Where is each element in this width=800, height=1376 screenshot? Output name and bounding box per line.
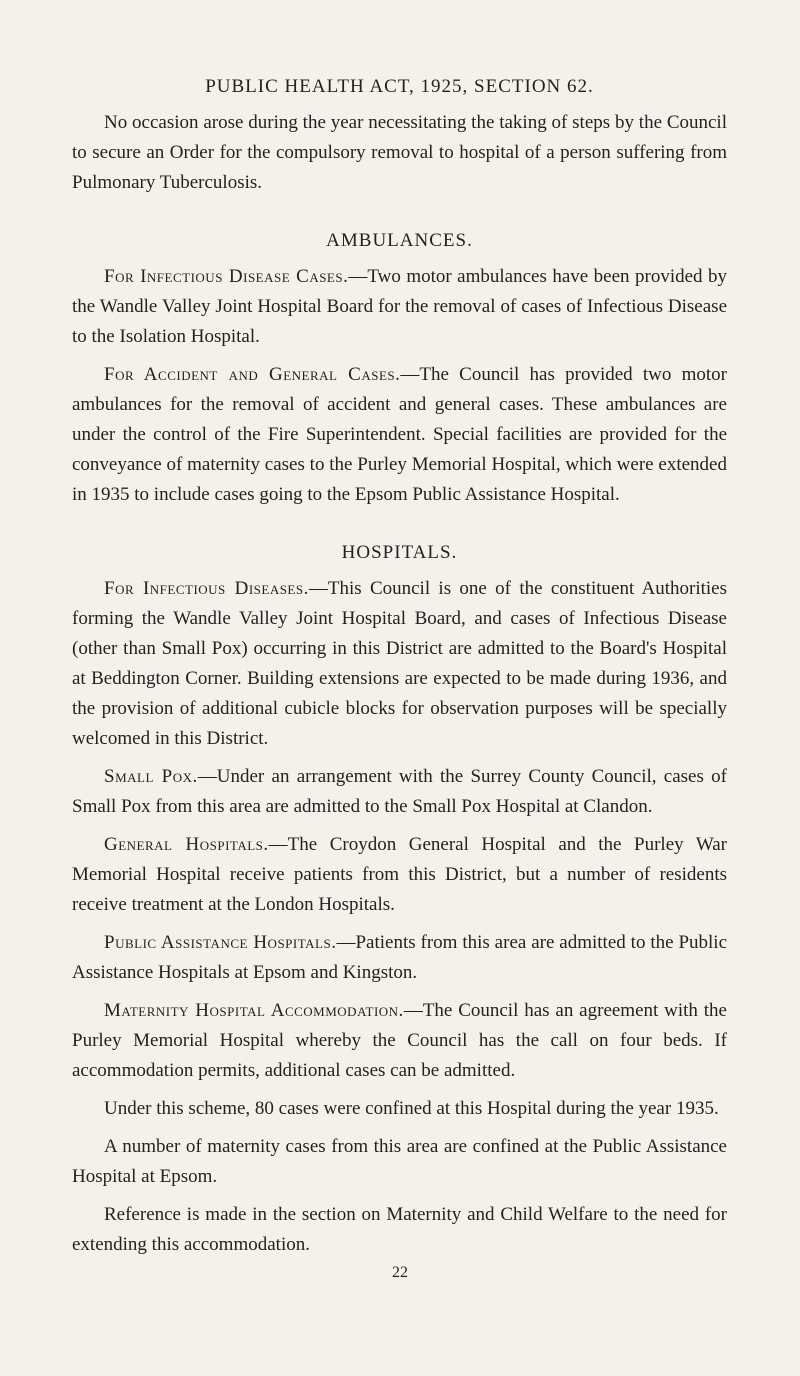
paragraph-accident-ambulances <box>72 360 727 510</box>
body-maternity-accommodation: —The Council has an agreement with the Purley Memorial Hospital whereby the Council has the call on four beds. If accommodation permits, additional cases can be admitted. <box>72 1000 727 1081</box>
body-accident-general-cases: —The Council has provided two motor ambulances for the removal of accident and general cases. These ambulances are under the control of the Fire Superintendent. Special facilities are provided for the conveyance of maternity cases to the Purley Memorial Hospital, which were extended in 1935 to include cases going to the Epsom Public Assistance Hospital. <box>72 364 727 505</box>
paragraph-compulsory-removal: No occasion arose during the year necessitating the taking of steps by the Council to secure an Order for the compulsory removal to hospital of a person suffering from Pulmonary Tuberculosis. <box>72 112 727 193</box>
paragraph-scheme-cases: Under this scheme, 80 cases were confined at this Hospital during the year 1935. <box>104 1098 719 1119</box>
paragraph-public-assistance <box>72 928 727 988</box>
paragraph-maternity-accommodation <box>72 996 727 1086</box>
heading-hospitals: HOSPITALS. <box>341 542 458 563</box>
paragraph-small-pox <box>72 762 727 822</box>
lead-small-pox: Small Pox. <box>104 766 198 787</box>
paragraph-infectious-diseases <box>72 574 727 754</box>
paragraph-reference: Reference is made in the section on Maternity and Child Welfare to the need for extending this accommodation. <box>72 1204 727 1255</box>
body-infectious-diseases: —This Council is one of the constituent Authorities forming the Wandle Valley Joint Hospital Board, and cases of Infectious Disease (other than Small Pox) occurring in this District are admitted to the Board's Hospital at Beddington Corner. Building extensions are expected to be made during 1936, and the provision of additional cubicle blocks for observation purposes will be specially welcomed in this District. <box>72 578 727 749</box>
body-small-pox: —Under an arrangement with the Surrey County Council, cases of Small Pox from this area are admitted to the Small Pox Hospital at Clandon. <box>72 766 727 817</box>
lead-general-hospitals: General Hospitals. <box>104 834 269 855</box>
lead-accident-general-cases: For Accident and General Cases. <box>104 364 401 385</box>
heading-ambulances: AMBULANCES. <box>326 230 473 251</box>
lead-infectious-diseases: For Infectious Diseases. <box>104 578 309 599</box>
paragraph-general-hospitals <box>72 830 727 920</box>
body-general-hospitals: —The Croydon General Hospital and the Purley War Memorial Hospital receive patients from this District, but a number of residents receive treatment at the London Hospitals. <box>72 834 727 915</box>
paragraph-infectious-ambulances <box>72 262 727 352</box>
page-content <box>72 76 727 1268</box>
body-public-assistance: —Patients from this area are admitted to the Public Assistance Hospitals at Epsom and Kingston. <box>72 932 728 983</box>
heading-public-health-act: PUBLIC HEALTH ACT, 1925, SECTION 62. <box>205 76 594 97</box>
page-number: 22 <box>392 1264 408 1281</box>
lead-infectious-disease-cases: For Infectious Disease Cases. <box>104 266 349 287</box>
lead-maternity-accommodation: Maternity Hospital Accommodation. <box>104 1000 404 1021</box>
lead-public-assistance: Public Assistance Hospitals. <box>104 932 337 953</box>
body-infectious-disease-cases: —Two motor ambulances have been provided by the Wandle Valley Joint Hospital Board for the removal of cases of Infectious Disease to the Isolation Hospital. <box>72 266 728 347</box>
paragraph-epsom-maternity: A number of maternity cases from this area are confined at the Public Assistance Hospital at Epsom. <box>72 1136 727 1187</box>
